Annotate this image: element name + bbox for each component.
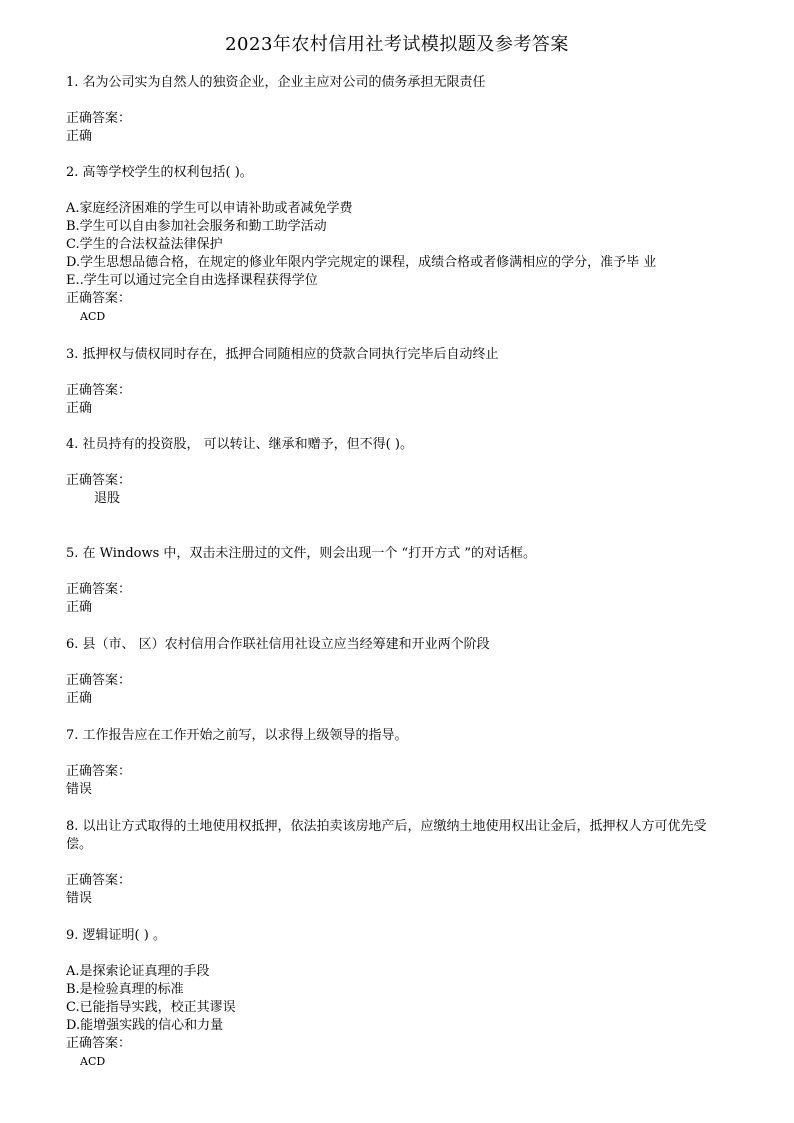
answer-label: 正确答案： [66,673,132,688]
answer-label: 正确答案： [66,764,132,779]
answer-value: 错误 [66,782,93,797]
answer-value: 退股 [94,491,121,506]
question-text: 1. 名为公司实为自然人的独资企业，企业主应对公司的债务承担无限责任 [66,75,486,90]
question-text: 7. 工作报告应在工作开始之前写，以求得上级领导的指导。 [66,728,408,743]
answer-label: 正确答案： [66,473,132,488]
question-6 [66,636,726,708]
question-4 [66,436,726,508]
answer-value: 正确 [66,401,93,416]
page-title: 2023年农村信用社考试模拟题及参考答案 [225,34,569,55]
answer-value: 正确 [66,691,93,706]
option-a: A.家庭经济困难的学生可以申请补助或者减免学费 [66,201,353,216]
question-5 [66,545,726,617]
answer-label: 正确答案： [66,383,132,398]
option-b: B.是检验真理的标准 [66,982,184,997]
option-c: C.已能指导实践，校正其谬误 [66,1000,236,1015]
question-1 [66,74,726,146]
answer-value: ACD [80,310,106,323]
question-9 [66,927,726,1071]
option-c: C.学生的合法权益法律保护 [66,237,223,252]
question-text: 3. 抵押权与债权同时存在，抵押合同随相应的贷款合同执行完毕后自动终止 [66,347,499,362]
option-d: D.学生思想品德合格，在规定的修业年限内学完规定的课程，成绩合格或者修满相应的学分，准予毕 业 [66,255,657,270]
answer-label: 正确答案： [66,1036,132,1051]
option-e: E..学生可以通过完全自由选择课程获得学位 [66,273,318,288]
answer-label: 正确答案： [66,111,132,126]
answer-value: ACD [80,1055,106,1068]
question-7 [66,727,726,799]
answer-label: 正确答案： [66,291,132,306]
question-text: 4. 社员持有的投资股， 可以转让、继承和赠予，但不得( )。 [66,437,413,452]
question-text: 6. 县（市、 区）农村信用合作联社信用社设立应当经筹建和开业两个阶段 [66,637,490,652]
option-a: A.是探索论证真理的手段 [66,964,210,979]
answer-value: 错误 [66,891,93,906]
answer-label: 正确答案： [66,873,132,888]
question-text: 9. 逻辑证明( ) 。 [66,928,166,943]
question-text: 2. 高等学校学生的权利包括( )。 [66,165,253,180]
option-d: D.能增强实践的信心和力量 [66,1018,224,1033]
question-text: 8. 以出让方式取得的土地使用权抵押，依法拍卖该房地产后，应缴纳土地使用权出让金后，抵押权人方可优先受偿。 [66,819,707,852]
question-2 [66,164,726,326]
answer-value: 正确 [66,600,93,615]
option-b: B.学生可以自由参加社会服务和勤工助学活动 [66,219,327,234]
question-text: 5. 在 Windows 中，双击未注册过的文件，则会出现一个 “打开方式 ”的对话框。 [66,546,536,561]
question-3 [66,346,726,418]
answer-label: 正确答案： [66,582,132,597]
question-8 [66,818,718,908]
answer-value: 正确 [66,129,93,144]
